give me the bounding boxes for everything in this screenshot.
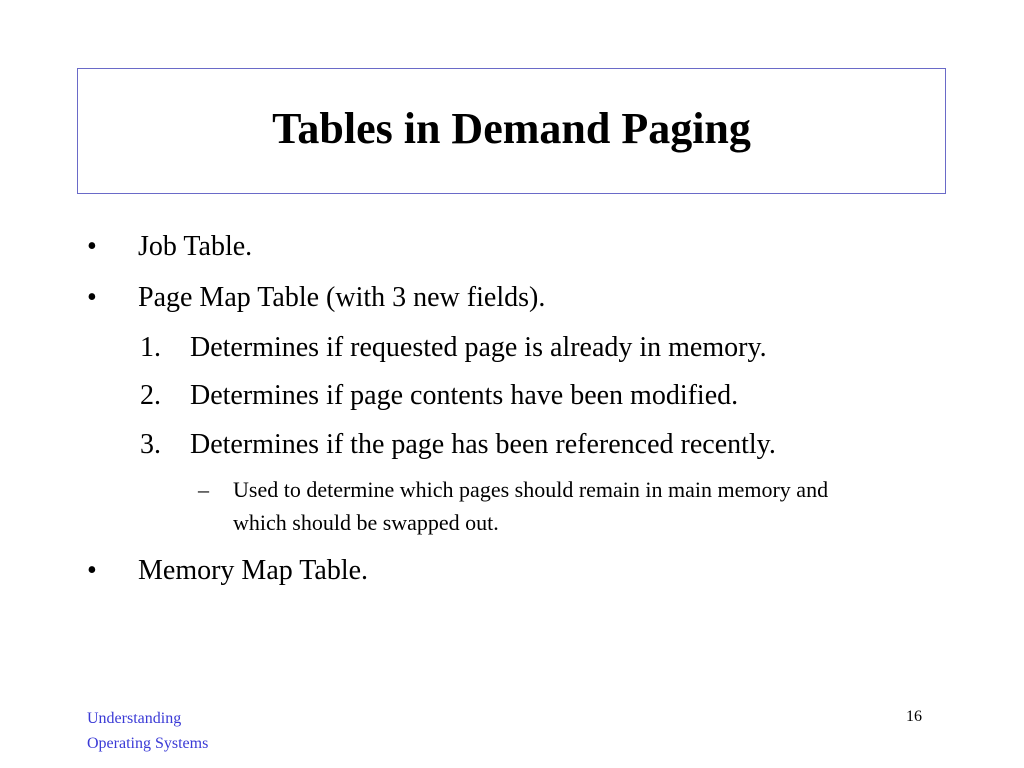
- bullet-text: Job Table.: [138, 231, 253, 262]
- bullet-marker: •: [87, 231, 97, 262]
- numbered-text: Determines if page contents have been modified.: [190, 380, 739, 411]
- bullet-text: Memory Map Table.: [138, 555, 369, 586]
- bullet-marker: •: [87, 282, 97, 313]
- number-marker: 1.: [140, 332, 161, 363]
- number-marker: 2.: [140, 380, 161, 411]
- footer-line-2: Operating Systems: [87, 735, 209, 752]
- slide-title: Tables in Demand Paging: [272, 104, 751, 153]
- title-box: [77, 68, 946, 194]
- dash-marker: –: [198, 477, 209, 502]
- dash-text: Used to determine which pages should remain in main memory and which should be swapped out.: [233, 477, 829, 535]
- numbered-text: Determines if requested page is already in memory.: [190, 332, 767, 363]
- bullet-marker: •: [87, 555, 97, 586]
- footer-line-1: Understanding: [87, 710, 182, 727]
- bullet-text: Page Map Table (with 3 new fields).: [138, 282, 546, 313]
- page-number: 16: [906, 708, 922, 725]
- numbered-text: Determines if the page has been referenced recently.: [190, 429, 776, 460]
- footer-course-title: [87, 706, 208, 756]
- number-marker: 3.: [140, 429, 161, 460]
